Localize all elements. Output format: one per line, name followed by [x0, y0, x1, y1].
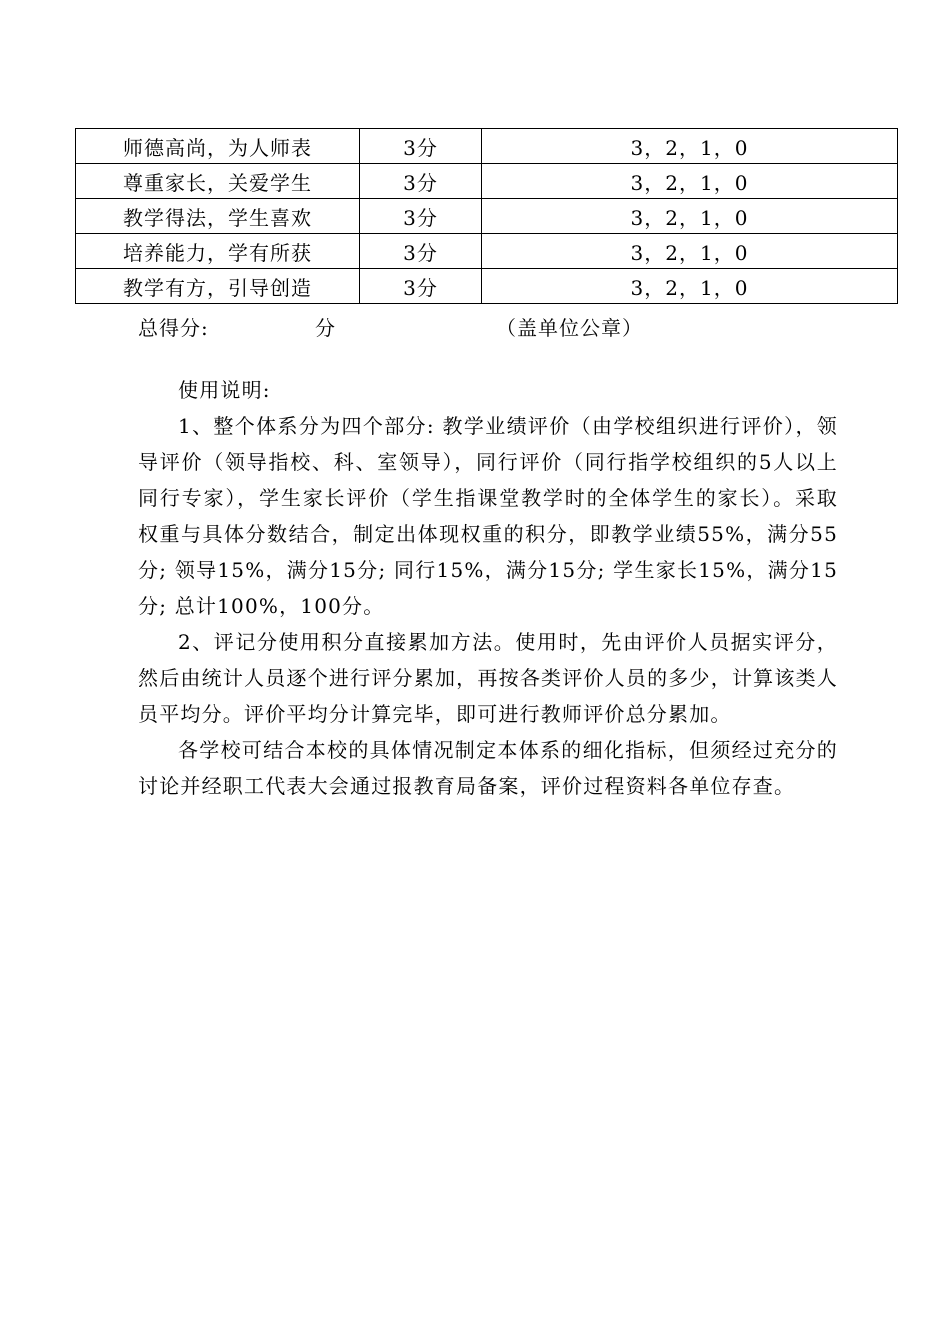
instructions-paragraph: 2、评记分使用积分直接累加方法。使用时，先由评价人员据实评分，然后由统计人员逐个进行评分累加，再按各类评价人员的多少，计算该类人员平均分。评价平均分计算完毕，即可进行教师评价总分累加。: [138, 630, 838, 726]
points-cell: 3分: [360, 129, 482, 164]
points-cell: 3分: [360, 199, 482, 234]
scale-cell: 3，2，1，0: [482, 234, 898, 269]
criterion-cell: 尊重家长，关爱学生: [76, 164, 360, 199]
points-cell: 3分: [360, 269, 482, 304]
table-row: [76, 234, 898, 269]
instructions-heading: 使用说明:: [178, 378, 271, 402]
criterion-cell: 教学得法，学生喜欢: [76, 199, 360, 234]
table-row: [76, 269, 898, 304]
instructions-paragraph: 1、整个体系分为四个部分: 教学业绩评价（由学校组织进行评价），领导评价（领导指校、科、室领导），同行评价（同行指学校组织的5人以上同行专家），学生家长评价（学生指课堂教学时的全体学生的家长）。采取权重与具体分数结合，制定出体现权重的积分，即教学业绩55%，满分55分; 领导15%，满分15分; 同行15%，满分15分; 学生家长15%，满分15分; 总计100%，100分。: [138, 414, 838, 618]
score-table: [75, 128, 898, 304]
points-cell: 3分: [360, 164, 482, 199]
scale-cell: 3，2，1，0: [482, 199, 898, 234]
table-row: [76, 129, 898, 164]
points-cell: 3分: [360, 234, 482, 269]
criterion-cell: 师德高尚，为人师表: [76, 129, 360, 164]
scale-cell: 3，2，1，0: [482, 164, 898, 199]
table-row: [76, 199, 898, 234]
criterion-cell: 教学有方，引导创造: [76, 269, 360, 304]
instructions-paragraph: 各学校可结合本校的具体情况制定本体系的细化指标，但须经过充分的讨论并经职工代表大会通过报教育局备案，评价过程资料各单位存查。: [138, 738, 838, 798]
usage-instructions: [138, 372, 838, 804]
table-row: [76, 164, 898, 199]
total-score-label: 总得分:: [138, 316, 209, 340]
seal-note: （盖单位公章）: [496, 316, 643, 340]
scale-cell: 3，2，1，0: [482, 269, 898, 304]
scale-cell: 3，2，1，0: [482, 129, 898, 164]
total-score-unit: 分: [315, 316, 336, 340]
criterion-cell: 培养能力，学有所获: [76, 234, 360, 269]
